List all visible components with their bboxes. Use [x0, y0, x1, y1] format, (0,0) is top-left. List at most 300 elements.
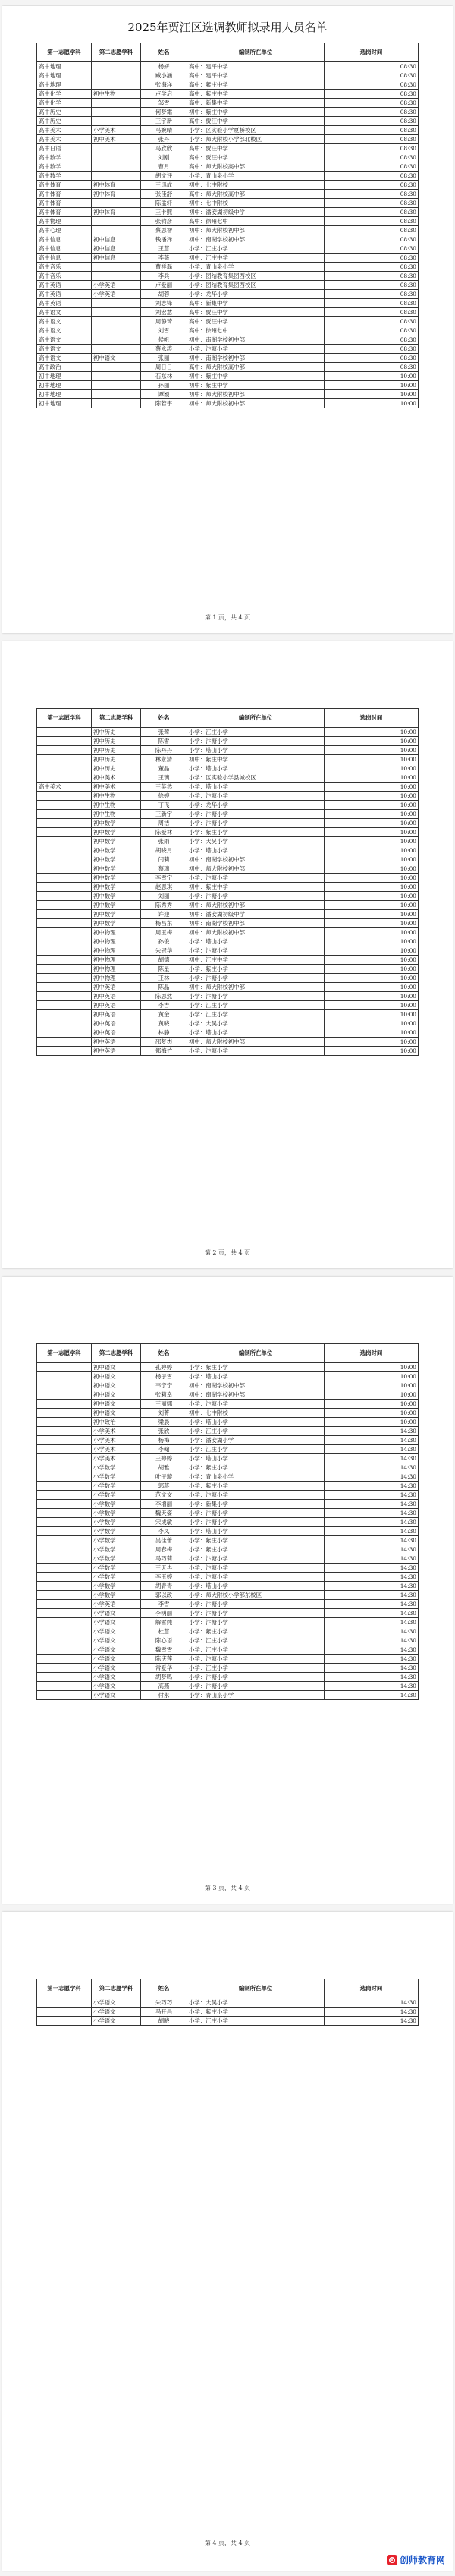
cell-unit: 高中：师大附校高中部 [187, 190, 325, 199]
table-row [37, 1527, 419, 1536]
header-first-choice: 第一志愿学科 [37, 43, 92, 62]
cell-time: 10:00 [325, 1001, 419, 1010]
table-row [37, 946, 419, 956]
cell-second-choice: 小学语文 [92, 1691, 141, 1700]
cell-time: 14:30 [325, 1600, 419, 1609]
cell-second-choice: 初中历史 [92, 728, 141, 737]
cell-time: 10:00 [325, 837, 419, 846]
cell-time: 14:30 [325, 1445, 419, 1454]
cell-time: 08:30 [325, 181, 419, 190]
cell-name: 刘丽 [141, 892, 187, 901]
table-row [37, 1390, 419, 1400]
table-row [37, 153, 419, 162]
table-row [37, 1445, 419, 1454]
table-row [37, 764, 419, 773]
cell-first-choice [37, 764, 92, 773]
cell-name: 钱潘泽 [141, 235, 187, 244]
cell-second-choice: 小学数学 [92, 1491, 141, 1500]
cell-time: 14:30 [325, 1609, 419, 1618]
cell-first-choice: 高中体育 [37, 181, 92, 190]
cell-first-choice [37, 819, 92, 828]
watermark-text: 创师教育网 [399, 2555, 445, 2565]
cell-first-choice: 高中英语 [37, 299, 92, 308]
cell-unit: 初中：紫庄中学 [187, 883, 325, 892]
cell-first-choice [37, 1028, 92, 1038]
cell-time: 10:00 [325, 901, 419, 910]
cell-unit: 初中：紫庄中学 [187, 755, 325, 764]
cell-name: 郭蒋 [141, 1482, 187, 1491]
cell-time: 10:00 [325, 755, 419, 764]
cell-unit: 小学：大吴小学 [187, 837, 325, 846]
table-row [37, 2008, 419, 2017]
table-row [37, 1409, 419, 1418]
table-row [37, 1019, 419, 1028]
cell-time: 08:30 [325, 244, 419, 254]
cell-second-choice: 初中语文 [92, 1390, 141, 1400]
cell-second-choice [92, 117, 141, 126]
cell-first-choice [37, 1573, 92, 1582]
table-row [37, 901, 419, 910]
cell-name: 孙丽 [141, 381, 187, 390]
cell-name: 刘宏慧 [141, 308, 187, 317]
cell-first-choice [37, 1655, 92, 1664]
cell-time: 14:30 [325, 1673, 419, 1682]
cell-time: 14:30 [325, 2008, 419, 2017]
cell-second-choice: 初中生物 [92, 801, 141, 810]
cell-second-choice: 初中信息 [92, 254, 141, 263]
cell-unit: 高中：新集中学 [187, 99, 325, 108]
cell-time: 08:30 [325, 226, 419, 235]
table-row [37, 828, 419, 837]
cell-first-choice [37, 983, 92, 992]
cell-second-choice [92, 217, 141, 226]
cell-unit: 高中：贾汪中学 [187, 317, 325, 326]
cell-second-choice: 初中历史 [92, 764, 141, 773]
table-row [37, 1047, 419, 1056]
cell-first-choice [37, 1400, 92, 1409]
cell-second-choice: 小学数学 [92, 1554, 141, 1564]
cell-second-choice: 初中数学 [92, 819, 141, 828]
cell-first-choice [37, 946, 92, 956]
cell-first-choice [37, 1463, 92, 1472]
cell-time: 08:30 [325, 290, 419, 299]
table-row [37, 372, 419, 381]
document-page-1 [2, 6, 453, 633]
cell-second-choice: 小学数学 [92, 1472, 141, 1482]
cell-second-choice: 初中数学 [92, 901, 141, 910]
cell-second-choice [92, 372, 141, 381]
cell-second-choice: 初中数学 [92, 855, 141, 864]
cell-second-choice: 初中英语 [92, 1001, 141, 1010]
cell-first-choice [37, 728, 92, 737]
table-row [37, 244, 419, 254]
table-row [37, 874, 419, 883]
table-row [37, 1655, 419, 1664]
cell-name: 马巧莉 [141, 1554, 187, 1564]
cell-name: 陈星 [141, 965, 187, 974]
cell-second-choice: 初中数学 [92, 864, 141, 874]
cell-first-choice: 高中美术 [37, 126, 92, 135]
table-row [37, 846, 419, 855]
cell-time: 10:00 [325, 1372, 419, 1381]
cell-time: 14:30 [325, 1472, 419, 1482]
cell-second-choice: 小学数学 [92, 1482, 141, 1491]
table-row [37, 108, 419, 117]
table-row [37, 810, 419, 819]
cell-second-choice [92, 308, 141, 317]
cell-unit: 小学：汴塘小学 [187, 1618, 325, 1627]
cell-first-choice [37, 1998, 92, 2008]
cell-unit: 初中：紫庄中学 [187, 108, 325, 117]
cell-first-choice [37, 1564, 92, 1573]
cell-name: 李兵 [141, 272, 187, 281]
cell-unit: 小学：汴塘小学 [187, 810, 325, 819]
cell-first-choice [37, 864, 92, 874]
cell-unit: 小学：紫庄小学 [187, 828, 325, 837]
cell-first-choice [37, 1554, 92, 1564]
cell-first-choice: 高中政治 [37, 363, 92, 372]
table-row [37, 1600, 419, 1609]
cell-name: 高燕 [141, 1682, 187, 1691]
cell-second-choice: 初中信息 [92, 235, 141, 244]
table-row [37, 1028, 419, 1038]
cell-time: 08:30 [325, 80, 419, 90]
cell-time: 08:30 [325, 153, 419, 162]
table-row [37, 254, 419, 263]
table-row [37, 773, 419, 783]
cell-first-choice [37, 1372, 92, 1381]
table-row [37, 144, 419, 153]
cell-name: 李吉 [141, 1001, 187, 1010]
table-row [37, 883, 419, 892]
cell-second-choice [92, 226, 141, 235]
table-row [37, 956, 419, 965]
table-row [37, 281, 419, 290]
cell-first-choice [37, 828, 92, 837]
cell-first-choice [37, 1518, 92, 1527]
cell-time: 08:30 [325, 117, 419, 126]
cell-first-choice [37, 1390, 92, 1400]
table-row [37, 117, 419, 126]
cell-second-choice [92, 326, 141, 335]
table-row [37, 1381, 419, 1390]
cell-unit: 小学：汴塘小学 [187, 1047, 325, 1056]
header-second-choice: 第二志愿学科 [92, 43, 141, 62]
roster-table [36, 1979, 419, 2026]
cell-unit: 小学：江庄小学 [187, 1664, 325, 1673]
cell-name: 马婉晴 [141, 126, 187, 135]
cell-second-choice: 小学数学 [92, 1500, 141, 1509]
cell-unit: 高中：贾汪中学 [187, 117, 325, 126]
cell-unit: 小学：汴塘小学 [187, 345, 325, 354]
cell-first-choice: 高中英语 [37, 290, 92, 299]
header-time: 选岗时间 [325, 1344, 419, 1363]
cell-unit: 小学：汴塘小学 [187, 974, 325, 983]
table-row [37, 1998, 419, 2008]
cell-second-choice [92, 345, 141, 354]
cell-second-choice: 初中历史 [92, 746, 141, 755]
cell-unit: 小学：汴塘小学 [187, 819, 325, 828]
table-header-row [37, 1979, 419, 1998]
cell-first-choice [37, 937, 92, 946]
cell-first-choice [37, 1436, 92, 1445]
cell-first-choice [37, 2017, 92, 2026]
cell-unit: 初中：南湖学校初中部 [187, 235, 325, 244]
cell-name: 石东林 [141, 372, 187, 381]
cell-first-choice [37, 974, 92, 983]
table-row [37, 1400, 419, 1409]
cell-time: 08:30 [325, 99, 419, 108]
cell-name: 周洁 [141, 819, 187, 828]
cell-unit: 小学：江庄小学 [187, 1445, 325, 1454]
cell-first-choice: 初中地理 [37, 381, 92, 390]
cell-unit: 小学：塔山小学 [187, 937, 325, 946]
cell-unit: 高中：师大附校高中部 [187, 363, 325, 372]
cell-unit: 小学：大吴小学 [187, 1998, 325, 2008]
cell-unit: 小学：汴塘小学 [187, 1600, 325, 1609]
cell-name: 胡青青 [141, 1582, 187, 1591]
cell-second-choice: 初中英语 [92, 983, 141, 992]
cell-time: 10:00 [325, 883, 419, 892]
cell-first-choice: 高中数学 [37, 172, 92, 181]
header-second-choice: 第二志愿学科 [92, 1344, 141, 1363]
cell-first-choice: 高中美术 [37, 135, 92, 144]
cell-unit: 高中：贾汪中学 [187, 153, 325, 162]
cell-first-choice: 高中音乐 [37, 263, 92, 272]
table-header-row [37, 43, 419, 62]
cell-name: 李雪 [141, 1600, 187, 1609]
cell-time: 08:30 [325, 354, 419, 363]
cell-second-choice: 小学数学 [92, 1591, 141, 1600]
cell-time: 08:30 [325, 363, 419, 372]
cell-name: 胡文评 [141, 172, 187, 181]
cell-name: 杨梅 [141, 1436, 187, 1445]
header-name: 姓名 [141, 1979, 187, 1998]
cell-time: 10:00 [325, 1028, 419, 1038]
cell-time: 08:30 [325, 172, 419, 181]
cell-second-choice: 小学数学 [92, 1509, 141, 1518]
cell-name: 付永 [141, 1691, 187, 1700]
cell-time: 10:00 [325, 399, 419, 408]
cell-second-choice: 初中英语 [92, 1047, 141, 1056]
document-title: 2025年贾汪区选调教师拟录用人员名单 [127, 20, 328, 34]
cell-first-choice: 高中数学 [37, 162, 92, 172]
cell-second-choice: 小学美术 [92, 1436, 141, 1445]
cell-name: 李明丽 [141, 1609, 187, 1618]
cell-time: 10:00 [325, 928, 419, 937]
cell-second-choice [92, 390, 141, 399]
table-row [37, 381, 419, 390]
cell-unit: 初中：紫庄中学 [187, 381, 325, 390]
table-row [37, 80, 419, 90]
cell-unit: 小学：汴塘小学 [187, 1573, 325, 1582]
cell-second-choice: 初中语文 [92, 354, 141, 363]
table-row [37, 1038, 419, 1047]
cell-first-choice: 高中信息 [37, 235, 92, 244]
table-row [37, 172, 419, 181]
cell-second-choice: 小学美术 [92, 1445, 141, 1454]
cell-first-choice [37, 919, 92, 928]
cell-time: 14:30 [325, 1998, 419, 2008]
cell-name: 陈庆莲 [141, 1655, 187, 1664]
cell-second-choice [92, 272, 141, 281]
cell-first-choice [37, 1664, 92, 1673]
cell-unit: 小学：紫庄小学 [187, 1536, 325, 1545]
cell-second-choice: 初中数学 [92, 828, 141, 837]
cell-first-choice [37, 1381, 92, 1390]
cell-name: 魏雪雪 [141, 1645, 187, 1655]
cell-second-choice [92, 62, 141, 71]
cell-unit: 小学：团结教育集团西校区 [187, 281, 325, 290]
table-row [37, 1436, 419, 1445]
cell-unit: 小学：区实验小学县城校区 [187, 773, 325, 783]
table-row [37, 1418, 419, 1427]
cell-second-choice: 初中政治 [92, 1418, 141, 1427]
cell-unit: 初中：师大附校初中部 [187, 983, 325, 992]
cell-name: 李增丽 [141, 1500, 187, 1509]
cell-name: 杨昌东 [141, 919, 187, 928]
cell-unit: 高中：紫庄中学 [187, 80, 325, 90]
cell-first-choice: 高中体育 [37, 208, 92, 217]
table-row [37, 1564, 419, 1573]
cell-name: 谭颖 [141, 390, 187, 399]
cell-second-choice: 初中物理 [92, 974, 141, 983]
cell-second-choice: 初中体育 [92, 208, 141, 217]
table-row [37, 1691, 419, 1700]
cell-first-choice [37, 1418, 92, 1427]
cell-second-choice: 小学语文 [92, 1645, 141, 1655]
cell-unit: 初中：师大附校初中部 [187, 399, 325, 408]
cell-time: 10:00 [325, 983, 419, 992]
cell-first-choice: 高中历史 [37, 117, 92, 126]
cell-first-choice [37, 2008, 92, 2017]
cell-first-choice: 高中信息 [37, 254, 92, 263]
cell-time: 14:30 [325, 1500, 419, 1509]
cell-second-choice: 小学美术 [92, 1427, 141, 1436]
cell-unit: 小学：紫庄小学 [187, 1463, 325, 1472]
cell-unit: 小学：青山泉小学 [187, 1472, 325, 1482]
table-row [37, 1682, 419, 1691]
cell-second-choice [92, 162, 141, 172]
cell-second-choice: 小学数学 [92, 1518, 141, 1527]
cell-name: 张钧彦 [141, 217, 187, 226]
table-row [37, 90, 419, 99]
cell-unit: 初中：江庄中学 [187, 956, 325, 965]
table-row [37, 199, 419, 208]
cell-name: 王新宇 [141, 810, 187, 819]
cell-name: 曹祥磊 [141, 263, 187, 272]
cell-first-choice [37, 1409, 92, 1418]
cell-unit: 小学：师大附校小学部东校区 [187, 1591, 325, 1600]
table-row [37, 783, 419, 792]
cell-second-choice: 初中生物 [92, 810, 141, 819]
table-row [37, 1463, 419, 1472]
cell-second-choice: 小学语文 [92, 1998, 141, 2008]
cell-first-choice: 高中语文 [37, 326, 92, 335]
cell-second-choice: 初中语文 [92, 1400, 141, 1409]
cell-unit: 初中：师大附校初中部 [187, 390, 325, 399]
cell-unit: 小学：紫庄小学 [187, 1363, 325, 1372]
cell-unit: 小学：塔山小学 [187, 1028, 325, 1038]
page-number: 第 2 页，共 4 页 [204, 1249, 251, 1256]
cell-first-choice [37, 1527, 92, 1536]
cell-second-choice: 初中语文 [92, 1409, 141, 1418]
cell-second-choice [92, 299, 141, 308]
cell-time: 08:30 [325, 299, 419, 308]
table-row [37, 737, 419, 746]
cell-unit: 初中：南湖学校初中部 [187, 855, 325, 864]
cell-name: 李薇 [141, 254, 187, 263]
cell-unit: 初中：七中附校 [187, 1409, 325, 1418]
table-row [37, 1372, 419, 1381]
cell-time: 08:30 [325, 90, 419, 99]
document-page-3 [2, 1277, 453, 1904]
cell-second-choice: 初中数学 [92, 892, 141, 901]
cell-first-choice [37, 855, 92, 864]
table-row [37, 390, 419, 399]
table-row [37, 910, 419, 919]
cell-unit: 小学：紫庄小学 [187, 1627, 325, 1636]
table-row [37, 1645, 419, 1655]
cell-name: 黄金 [141, 1010, 187, 1019]
cell-time: 14:30 [325, 1591, 419, 1600]
table-row [37, 1573, 419, 1582]
cell-first-choice [37, 1363, 92, 1372]
logo-icon [387, 2555, 397, 2565]
table-row [37, 855, 419, 864]
cell-first-choice [37, 1047, 92, 1056]
table-row [37, 326, 419, 335]
cell-name: 陈秀秀 [141, 901, 187, 910]
table-row [37, 181, 419, 190]
cell-time: 14:30 [325, 1482, 419, 1491]
cell-first-choice: 高中语文 [37, 308, 92, 317]
table-row [37, 919, 419, 928]
table-row [37, 308, 419, 317]
cell-second-choice: 小学数学 [92, 1545, 141, 1554]
table-row [37, 135, 419, 144]
cell-unit: 初中：紫庄中学 [187, 372, 325, 381]
cell-name: 张佳舒 [141, 190, 187, 199]
document-page-4 [2, 1912, 453, 2571]
cell-name: 刘志锋 [141, 299, 187, 308]
cell-unit: 小学：汴塘小学 [187, 1554, 325, 1564]
table-row [37, 837, 419, 846]
cell-time: 14:30 [325, 1527, 419, 1536]
cell-first-choice [37, 1454, 92, 1463]
cell-second-choice: 初中物理 [92, 946, 141, 956]
site-watermark [384, 2552, 448, 2568]
cell-time: 10:00 [325, 390, 419, 399]
cell-second-choice: 初中物理 [92, 956, 141, 965]
cell-second-choice [92, 263, 141, 272]
cell-name: 闫莉 [141, 855, 187, 864]
cell-time: 14:30 [325, 1636, 419, 1645]
cell-unit: 小学：汴塘小学 [187, 1509, 325, 1518]
table-row [37, 792, 419, 801]
cell-second-choice [92, 108, 141, 117]
cell-name: 孙俊 [141, 937, 187, 946]
page-number: 第 3 页，共 4 页 [204, 1885, 251, 1891]
cell-time: 10:00 [325, 1019, 419, 1028]
cell-time: 10:00 [325, 919, 419, 928]
cell-time: 08:30 [325, 190, 419, 199]
cell-time: 10:00 [325, 764, 419, 773]
cell-unit: 小学：紫庄小学 [187, 1545, 325, 1554]
table-row [37, 1636, 419, 1645]
cell-time: 10:00 [325, 965, 419, 974]
cell-unit: 高中：建平中学 [187, 62, 325, 71]
